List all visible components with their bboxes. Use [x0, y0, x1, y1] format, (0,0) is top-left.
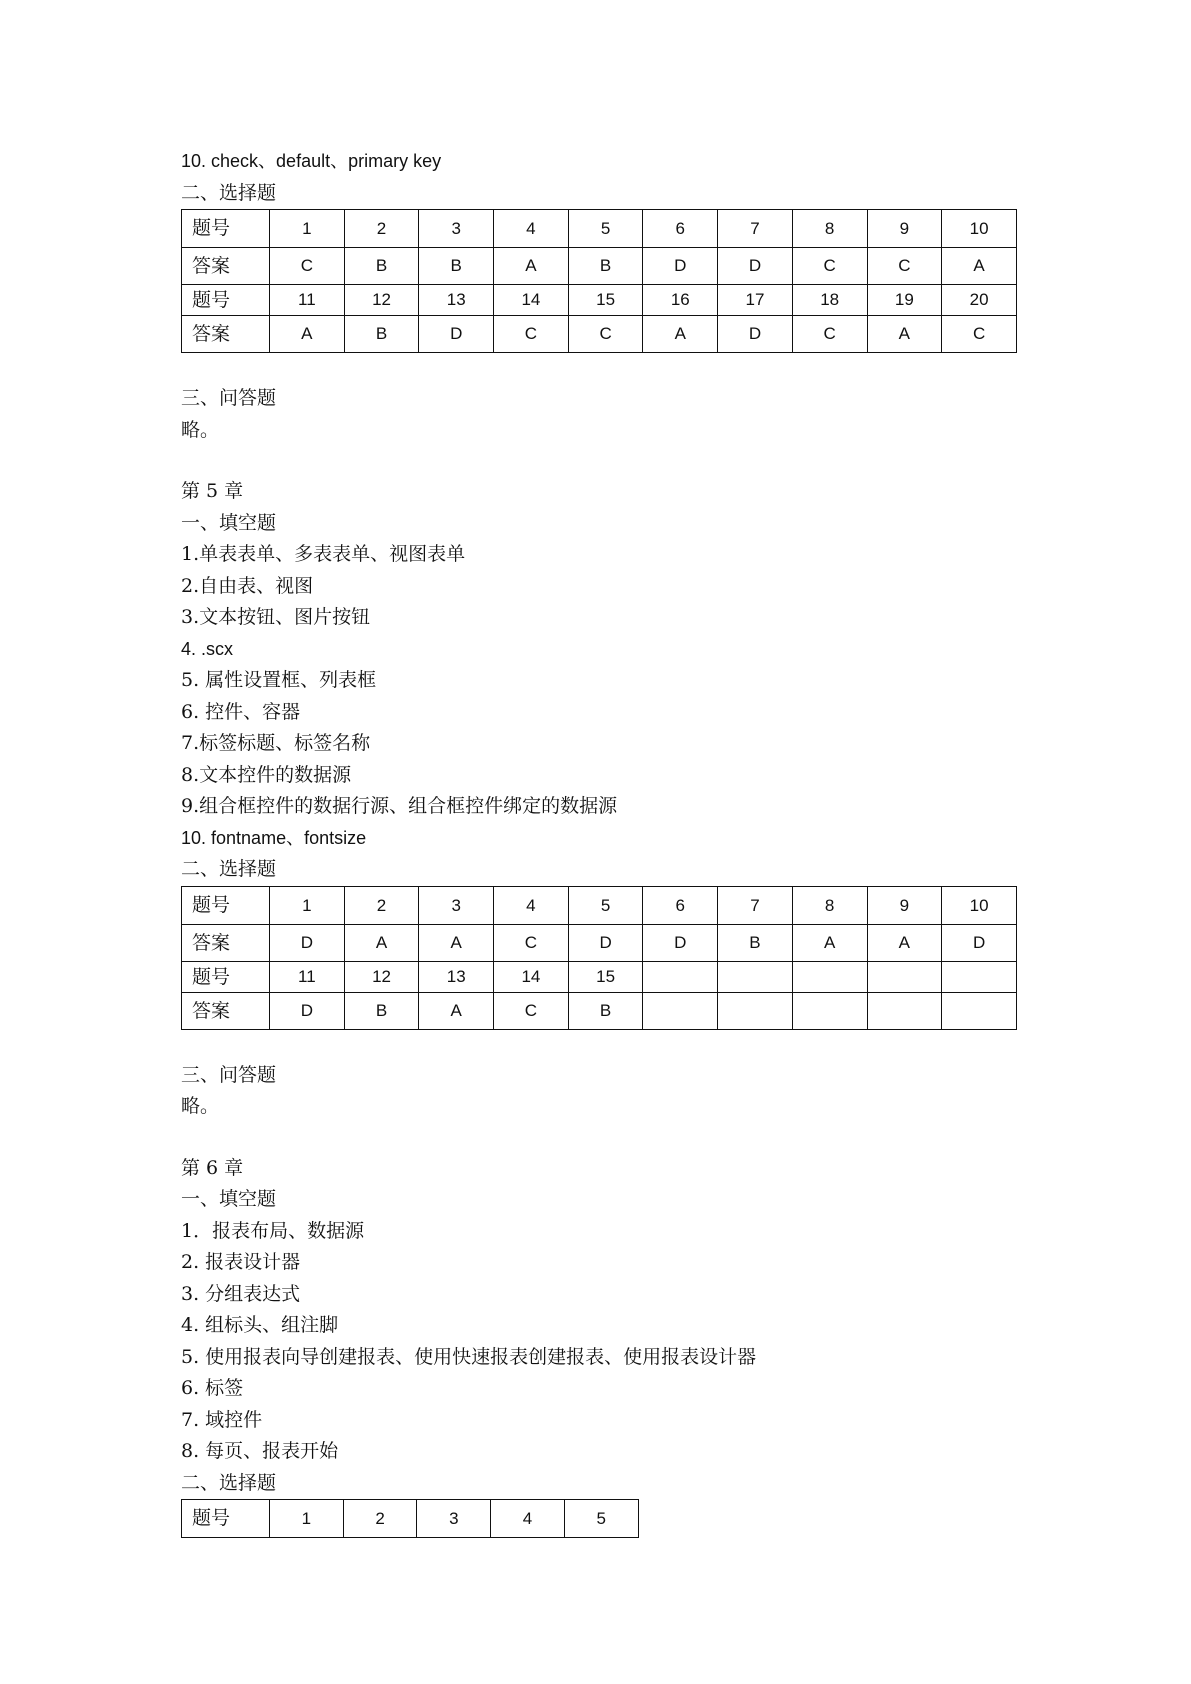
table-cell: A: [792, 924, 867, 961]
table-cell: 9: [867, 210, 942, 248]
table-cell: 5: [568, 886, 643, 924]
table-cell: [867, 992, 942, 1029]
row-label: 题号: [182, 961, 270, 992]
qa-answer: 略。: [181, 1095, 220, 1117]
table-cell: 2: [344, 886, 419, 924]
table-cell: D: [718, 316, 793, 353]
table-cell: C: [568, 316, 643, 353]
fill-item: 5. 使用报表向导创建报表、使用快速报表创建报表、使用报表设计器: [181, 1345, 757, 1368]
table-cell: A: [344, 924, 419, 961]
table-cell: A: [867, 316, 942, 353]
fill-item: 10. check、default、primary key: [181, 151, 442, 171]
table-cell: 15: [568, 961, 643, 992]
table-cell: A: [867, 924, 942, 961]
fill-item: 5. 属性设置框、列表框: [181, 669, 377, 691]
chapter-title: 第 5 章: [181, 480, 244, 502]
table-cell: [792, 961, 867, 992]
section-heading-qa: 三、问答题: [181, 1063, 277, 1086]
table-cell: 14: [494, 961, 569, 992]
table-cell: D: [718, 248, 793, 285]
table-cell: D: [270, 992, 345, 1029]
section-heading-choice: 二、选择题: [181, 858, 277, 880]
table-cell: 16: [643, 285, 718, 316]
table-cell: 5: [564, 1500, 638, 1538]
table-cell: [942, 961, 1017, 992]
table-cell: 9: [867, 886, 942, 924]
table-cell: 1: [270, 210, 345, 248]
table-cell: [643, 961, 718, 992]
table-cell: 17: [718, 285, 793, 316]
fill-item: 1.单表表单、多表表单、视图表单: [181, 543, 466, 565]
table-cell: B: [344, 992, 419, 1029]
table-cell: 13: [419, 961, 494, 992]
row-label: 题号: [182, 285, 270, 316]
table-cell: C: [494, 316, 569, 353]
table-cell: 14: [494, 285, 569, 316]
table-cell: C: [270, 248, 345, 285]
table-cell: A: [494, 248, 569, 285]
fill-item: 10. fontname、fontsize: [181, 827, 367, 848]
table-cell: 7: [718, 210, 793, 248]
table-cell: A: [270, 316, 345, 353]
section-heading-fill: 一、填空题: [181, 1188, 277, 1210]
table-cell: [718, 992, 793, 1029]
table-cell: 3: [419, 886, 494, 924]
table-cell: 20: [942, 285, 1017, 316]
fill-item: 4. 组标头、组注脚: [181, 1314, 339, 1336]
table-cell: 3: [419, 210, 494, 248]
table-cell: 18: [792, 285, 867, 316]
table-cell: 3: [417, 1500, 491, 1538]
table-cell: 6: [643, 210, 718, 248]
table-cell: D: [942, 924, 1017, 961]
fill-item: 8. 每页、报表开始: [181, 1440, 339, 1462]
fill-item: 3.文本按钮、图片按钮: [181, 606, 371, 628]
table-cell: 1: [270, 886, 345, 924]
table-cell: [942, 992, 1017, 1029]
section-heading-choice: 二、选择题: [181, 1471, 277, 1494]
table-cell: C: [792, 248, 867, 285]
section-heading-fill: 一、填空题: [181, 511, 277, 534]
table-cell: [643, 992, 718, 1029]
table-cell: [792, 992, 867, 1029]
table-cell: B: [568, 248, 643, 285]
table-cell: 8: [792, 210, 867, 248]
document-page: [181, 146, 1021, 1538]
table-row: [182, 992, 1017, 1029]
table-cell: A: [942, 248, 1017, 285]
row-label: 答案: [182, 992, 270, 1029]
table-row: [182, 285, 1017, 316]
answer-table-ch4: [181, 209, 1017, 353]
section-heading-qa: 三、问答题: [181, 387, 277, 409]
table-cell: 15: [568, 285, 643, 316]
chapter-title: 第 6 章: [181, 1156, 244, 1179]
table-cell: 7: [718, 886, 793, 924]
fill-item: 2.自由表、视图: [181, 574, 314, 597]
row-label: 答案: [182, 316, 270, 353]
table-cell: B: [718, 924, 793, 961]
table-cell: 19: [867, 285, 942, 316]
row-label: 答案: [182, 248, 270, 285]
table-cell: A: [419, 992, 494, 1029]
table-cell: D: [270, 924, 345, 961]
fill-item: 3. 分组表达式: [181, 1282, 301, 1305]
table-cell: [867, 961, 942, 992]
fill-item: 6. 标签: [181, 1377, 244, 1399]
table-cell: 12: [344, 285, 419, 316]
table-cell: 2: [343, 1500, 417, 1538]
table-cell: C: [867, 248, 942, 285]
table-row: [182, 886, 1017, 924]
table-row: [182, 1500, 639, 1538]
table-cell: 4: [494, 210, 569, 248]
answer-table-ch6: [181, 1499, 639, 1538]
answer-table-ch5: [181, 886, 1017, 1030]
fill-list-ch5: [181, 539, 1021, 854]
table-cell: C: [494, 924, 569, 961]
fill-item: 2. 报表设计器: [181, 1251, 301, 1273]
row-label: 题号: [182, 210, 270, 248]
qa-answer: 略。: [181, 418, 220, 441]
table-cell: D: [643, 924, 718, 961]
table-cell: D: [643, 248, 718, 285]
fill-item: 7. 域控件: [181, 1408, 263, 1431]
table-cell: B: [419, 248, 494, 285]
fill-item: 9.组合框控件的数据行源、组合框控件绑定的数据源: [181, 795, 618, 817]
table-cell: B: [344, 316, 419, 353]
table-cell: 10: [942, 210, 1017, 248]
fill-item: 6. 控件、容器: [181, 700, 301, 723]
table-cell: 4: [491, 1500, 565, 1538]
fill-item: 4. .scx: [181, 638, 234, 659]
table-cell: 13: [419, 285, 494, 316]
fill-item: 7.标签标题、标签名称: [181, 732, 371, 754]
table-cell: B: [568, 992, 643, 1029]
table-cell: C: [942, 316, 1017, 353]
fill-item: 1．报表布局、数据源: [181, 1219, 365, 1242]
table-cell: C: [792, 316, 867, 353]
table-cell: C: [494, 992, 569, 1029]
table-cell: A: [643, 316, 718, 353]
table-cell: 8: [792, 886, 867, 924]
table-cell: 2: [344, 210, 419, 248]
row-label: 答案: [182, 924, 270, 961]
table-row: [182, 924, 1017, 961]
table-cell: 11: [270, 285, 345, 316]
table-cell: 5: [568, 210, 643, 248]
fill-list-ch6: [181, 1216, 1021, 1468]
table-cell: [718, 961, 793, 992]
section-heading-choice: 二、选择题: [181, 181, 277, 204]
table-cell: 1: [270, 1500, 344, 1538]
table-cell: 11: [270, 961, 345, 992]
table-cell: 12: [344, 961, 419, 992]
table-row: [182, 248, 1017, 285]
row-label: 题号: [182, 886, 270, 924]
table-cell: 10: [942, 886, 1017, 924]
table-row: [182, 961, 1017, 992]
fill-item: 8.文本控件的数据源: [181, 763, 352, 786]
row-label: 题号: [182, 1500, 270, 1538]
table-cell: D: [419, 316, 494, 353]
table-cell: B: [344, 248, 419, 285]
table-cell: 6: [643, 886, 718, 924]
table-cell: D: [568, 924, 643, 961]
table-row: [182, 316, 1017, 353]
table-row: [182, 210, 1017, 248]
table-cell: 4: [494, 886, 569, 924]
table-cell: A: [419, 924, 494, 961]
